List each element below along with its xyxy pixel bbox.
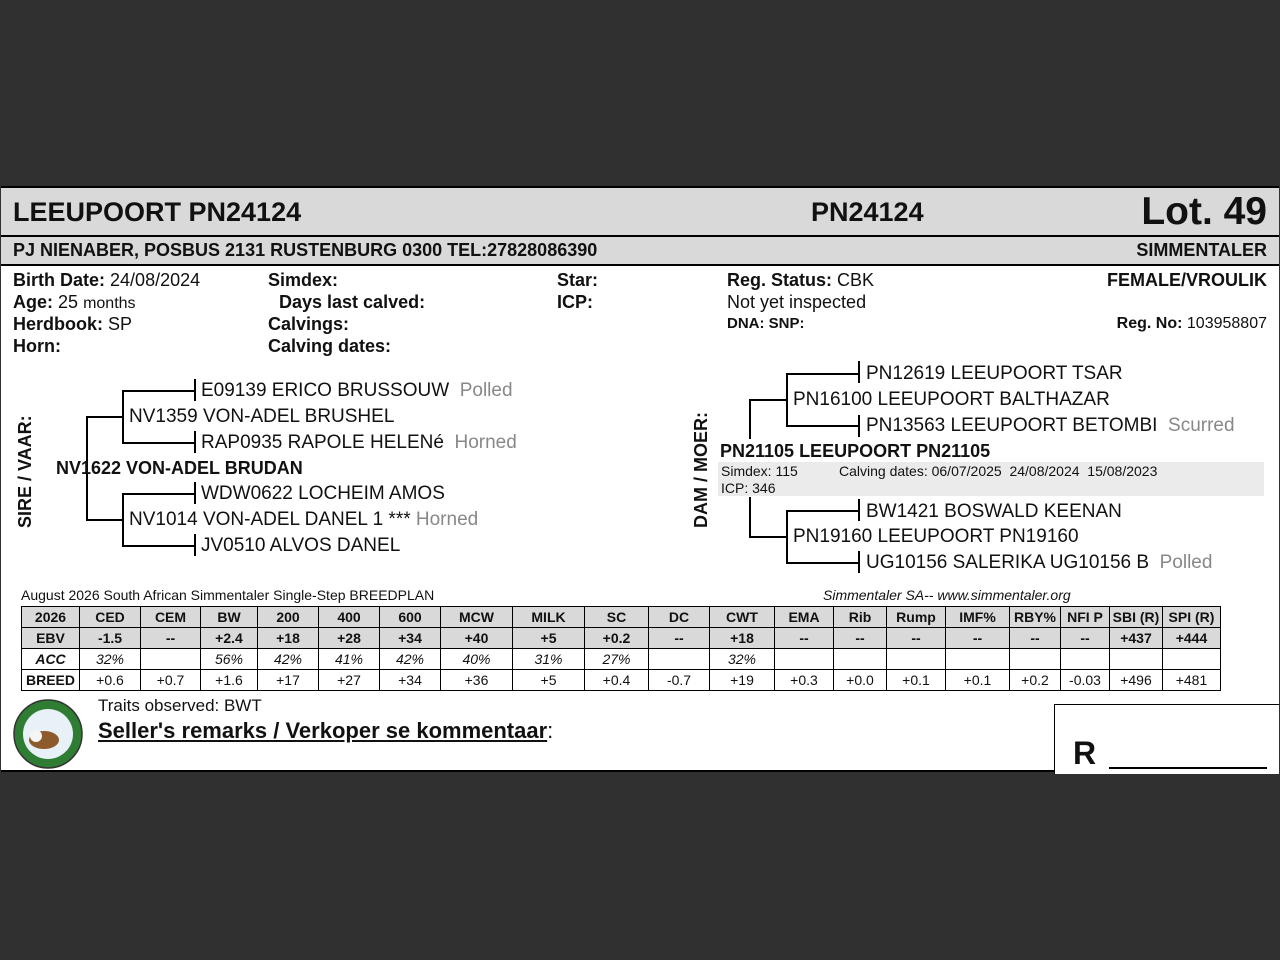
ebv-cell: +2.4 bbox=[201, 628, 258, 649]
ebv-cell: -- bbox=[1061, 628, 1110, 649]
ebv-cell: +17 bbox=[258, 670, 319, 691]
ebv-cell: +19 bbox=[710, 670, 775, 691]
breedplan-website: Simmentaler SA-- www.simmentaler.org bbox=[823, 587, 1071, 603]
breeder-bar bbox=[1, 237, 1279, 266]
sex: FEMALE/VROULIK bbox=[1107, 270, 1267, 290]
ebv-cell bbox=[1110, 649, 1163, 670]
ebv-cell: +444 bbox=[1163, 628, 1221, 649]
star-label: Star: bbox=[557, 270, 599, 290]
ebv-cell: +0.4 bbox=[585, 670, 649, 691]
ebv-cell: 40% bbox=[441, 649, 513, 670]
ebv-cell bbox=[887, 649, 946, 670]
dam-dam-name: JV0510 ALVOS DANEL bbox=[201, 535, 401, 556]
ebv-cell: CED bbox=[80, 607, 141, 628]
ebv-cell: +5 bbox=[513, 628, 585, 649]
ebv-cell: -- bbox=[834, 628, 887, 649]
dam-side-label: DAM / MOER: bbox=[691, 412, 711, 528]
ebv-cell: +18 bbox=[710, 628, 775, 649]
ebv-cell: 42% bbox=[258, 649, 319, 670]
title-bar bbox=[1, 188, 1279, 237]
ebv-cell: 32% bbox=[710, 649, 775, 670]
days-last-calved-label: Days last calved: bbox=[279, 292, 426, 312]
ebv-cell: +5 bbox=[513, 670, 585, 691]
ebv-cell: DC bbox=[649, 607, 710, 628]
ebv-cell: +0.3 bbox=[775, 670, 834, 691]
birth-date-label: Birth Date: bbox=[13, 270, 106, 290]
ebv-cell: +28 bbox=[319, 628, 380, 649]
dam-sire-dam: PN13563 LEEUPOORT BETOMBI bbox=[866, 415, 1158, 436]
ebv-cell: +0.6 bbox=[80, 670, 141, 691]
ebv-cell: CEM bbox=[141, 607, 201, 628]
ebv-cell: +0.2 bbox=[1010, 670, 1061, 691]
calvings-label: Calvings: bbox=[268, 314, 350, 334]
sire-dam: NV1014 VON-ADEL DANEL 1 *** bbox=[129, 509, 411, 530]
icp-label: ICP: bbox=[557, 292, 593, 312]
dam-simdex: Simdex: 115 bbox=[721, 463, 798, 479]
ebv-cell: -- bbox=[141, 628, 201, 649]
remarks-colon: : bbox=[547, 718, 554, 743]
ebv-cell: +18 bbox=[258, 628, 319, 649]
remarks-label: Seller's remarks / Verkoper se kommentaar bbox=[98, 718, 548, 743]
ebv-cell: 41% bbox=[319, 649, 380, 670]
dam-dam-sire: BW1421 BOSWALD KEENAN bbox=[866, 501, 1122, 522]
ebv-cell: +34 bbox=[380, 628, 441, 649]
lot-card bbox=[1, 186, 1279, 772]
herdbook-label: Herdbook: bbox=[13, 314, 103, 334]
inspection-status: Not yet inspected bbox=[727, 292, 867, 312]
ebv-cell: -- bbox=[946, 628, 1010, 649]
ebv-table bbox=[21, 606, 1221, 691]
ebv-cell: +27 bbox=[319, 670, 380, 691]
dam-dam-dam: UG10156 SALERIKA UG10156 B bbox=[866, 552, 1150, 573]
ebv-cell: SBI (R) bbox=[1110, 607, 1163, 628]
sire-sire-horn: Polled bbox=[459, 380, 513, 401]
herdbook: SP bbox=[108, 314, 133, 334]
sire-dam-horn: Horned bbox=[454, 432, 517, 453]
ebv-cell: -0.03 bbox=[1061, 670, 1110, 691]
reg-no-label: Reg. No: bbox=[1116, 315, 1183, 332]
animal-name: LEEUPOORT PN24124 bbox=[13, 197, 302, 227]
ebv-cell: 31% bbox=[513, 649, 585, 670]
ebv-cell: +0.1 bbox=[887, 670, 946, 691]
ebv-cell: +36 bbox=[441, 670, 513, 691]
ebv-cell bbox=[834, 649, 887, 670]
sire-dam-name: RAP0935 RAPOLE HELENé bbox=[201, 432, 444, 453]
age-label: Age: bbox=[13, 292, 53, 312]
sire-sire-name: E09139 ERICO BRUSSOUW bbox=[201, 380, 450, 401]
ebv-cell bbox=[1010, 649, 1061, 670]
ebv-cell: -0.7 bbox=[649, 670, 710, 691]
horn-label: Horn: bbox=[13, 336, 61, 356]
ebv-cell bbox=[1163, 649, 1221, 670]
ebv-cell: 200 bbox=[258, 607, 319, 628]
ebv-cell: -- bbox=[775, 628, 834, 649]
calving-dates-label: Calving dates: bbox=[268, 336, 392, 356]
dam-calving-dates: Calving dates: 06/07/2025 24/08/2024 15/08/2023 bbox=[839, 463, 1158, 479]
dam-dam-dam-horn: Polled bbox=[1159, 552, 1213, 573]
breed-name: SIMMENTALER bbox=[1136, 240, 1267, 260]
r-label: R bbox=[1073, 735, 1097, 771]
dam-dam: PN19160 LEEUPOORT PN19160 bbox=[793, 526, 1079, 547]
lot-number: Lot. 49 bbox=[1141, 190, 1267, 233]
ebv-cell: +437 bbox=[1110, 628, 1163, 649]
dam-sire-sire: PN12619 LEEUPOORT TSAR bbox=[866, 363, 1123, 384]
ebv-cell: -- bbox=[649, 628, 710, 649]
ebv-cell: -1.5 bbox=[80, 628, 141, 649]
dam-name: PN21105 LEEUPOORT PN21105 bbox=[720, 441, 991, 461]
ebv-cell: RBY% bbox=[1010, 607, 1061, 628]
r-signature-line[interactable] bbox=[1109, 767, 1267, 769]
ebv-cell bbox=[1061, 649, 1110, 670]
ebv-cell: 400 bbox=[319, 607, 380, 628]
ebv-cell: CWT bbox=[710, 607, 775, 628]
ebv-cell: 27% bbox=[585, 649, 649, 670]
sire-dam-horn-2: Horned bbox=[415, 509, 479, 530]
simdex-label: Simdex: bbox=[268, 270, 339, 290]
ebv-cell: +496 bbox=[1110, 670, 1163, 691]
ebv-cell: Rump bbox=[887, 607, 946, 628]
ebv-cell bbox=[775, 649, 834, 670]
ebv-cell: 2026 bbox=[22, 607, 80, 628]
sire-name: NV1622 VON-ADEL BRUDAN bbox=[56, 458, 303, 478]
dam-sire-name: WDW0622 LOCHEIM AMOS bbox=[201, 483, 445, 504]
ebv-cell: +481 bbox=[1163, 670, 1221, 691]
dam-icp: ICP: 346 bbox=[721, 480, 776, 496]
ebv-row-header bbox=[22, 607, 1221, 628]
ebv-row-acc bbox=[22, 649, 1221, 670]
r-box bbox=[1054, 704, 1279, 774]
ebv-row-breed bbox=[22, 670, 1221, 691]
animal-id: PN24124 bbox=[811, 197, 924, 227]
ebv-cell: BREED bbox=[22, 670, 80, 691]
ebv-cell bbox=[141, 649, 201, 670]
ebv-cell: 32% bbox=[80, 649, 141, 670]
birth-date: 24/08/2024 bbox=[110, 270, 201, 290]
breedplan-title: August 2026 South African Simmentaler Single-Step BREEDPLAN bbox=[21, 587, 435, 603]
ebv-cell bbox=[649, 649, 710, 670]
ebv-cell: ACC bbox=[22, 649, 80, 670]
ebv-cell: 56% bbox=[201, 649, 258, 670]
age-value: 25 bbox=[58, 292, 79, 312]
ebv-cell: SC bbox=[585, 607, 649, 628]
dna-snp: DNA: SNP: bbox=[727, 315, 805, 332]
reg-status-label: Reg. Status: bbox=[727, 270, 833, 290]
dam-sire-dam-horn: Scurred bbox=[1168, 415, 1235, 436]
reg-status: CBK bbox=[837, 270, 875, 290]
ebv-cell: Rib bbox=[834, 607, 887, 628]
ebv-cell: EBV bbox=[22, 628, 80, 649]
ebv-cell: -- bbox=[887, 628, 946, 649]
ebv-cell: +0.2 bbox=[585, 628, 649, 649]
ebv-cell: 42% bbox=[380, 649, 441, 670]
ebv-cell: MCW bbox=[441, 607, 513, 628]
ebv-cell: NFI P bbox=[1061, 607, 1110, 628]
ebv-row-ebv bbox=[22, 628, 1221, 649]
ebv-cell: BW bbox=[201, 607, 258, 628]
ebv-cell: +0.1 bbox=[946, 670, 1010, 691]
sire-sire: NV1359 VON-ADEL BRUSHEL bbox=[129, 406, 395, 427]
ebv-cell: MILK bbox=[513, 607, 585, 628]
ebv-cell: IMF% bbox=[946, 607, 1010, 628]
ebv-cell: +34 bbox=[380, 670, 441, 691]
sire-side-label: SIRE / VAAR: bbox=[15, 415, 35, 528]
ebv-cell: +40 bbox=[441, 628, 513, 649]
simmentaler-logo bbox=[11, 698, 85, 770]
ebv-cell: +0.0 bbox=[834, 670, 887, 691]
ebv-cell: +0.7 bbox=[141, 670, 201, 691]
ebv-cell: EMA bbox=[775, 607, 834, 628]
traits-observed: Traits observed: BWT bbox=[98, 696, 262, 715]
ebv-cell: SPI (R) bbox=[1163, 607, 1221, 628]
reg-no: 103958807 bbox=[1186, 315, 1267, 332]
age-unit: months bbox=[83, 295, 136, 312]
ebv-cell: +1.6 bbox=[201, 670, 258, 691]
ebv-cell: -- bbox=[1010, 628, 1061, 649]
breeder-contact: PJ NIENABER, POSBUS 2131 RUSTENBURG 0300 TEL:27828086390 bbox=[13, 240, 598, 260]
ebv-cell: 600 bbox=[380, 607, 441, 628]
dam-sire: PN16100 LEEUPOORT BALTHAZAR bbox=[793, 389, 1110, 410]
ebv-cell bbox=[946, 649, 1010, 670]
